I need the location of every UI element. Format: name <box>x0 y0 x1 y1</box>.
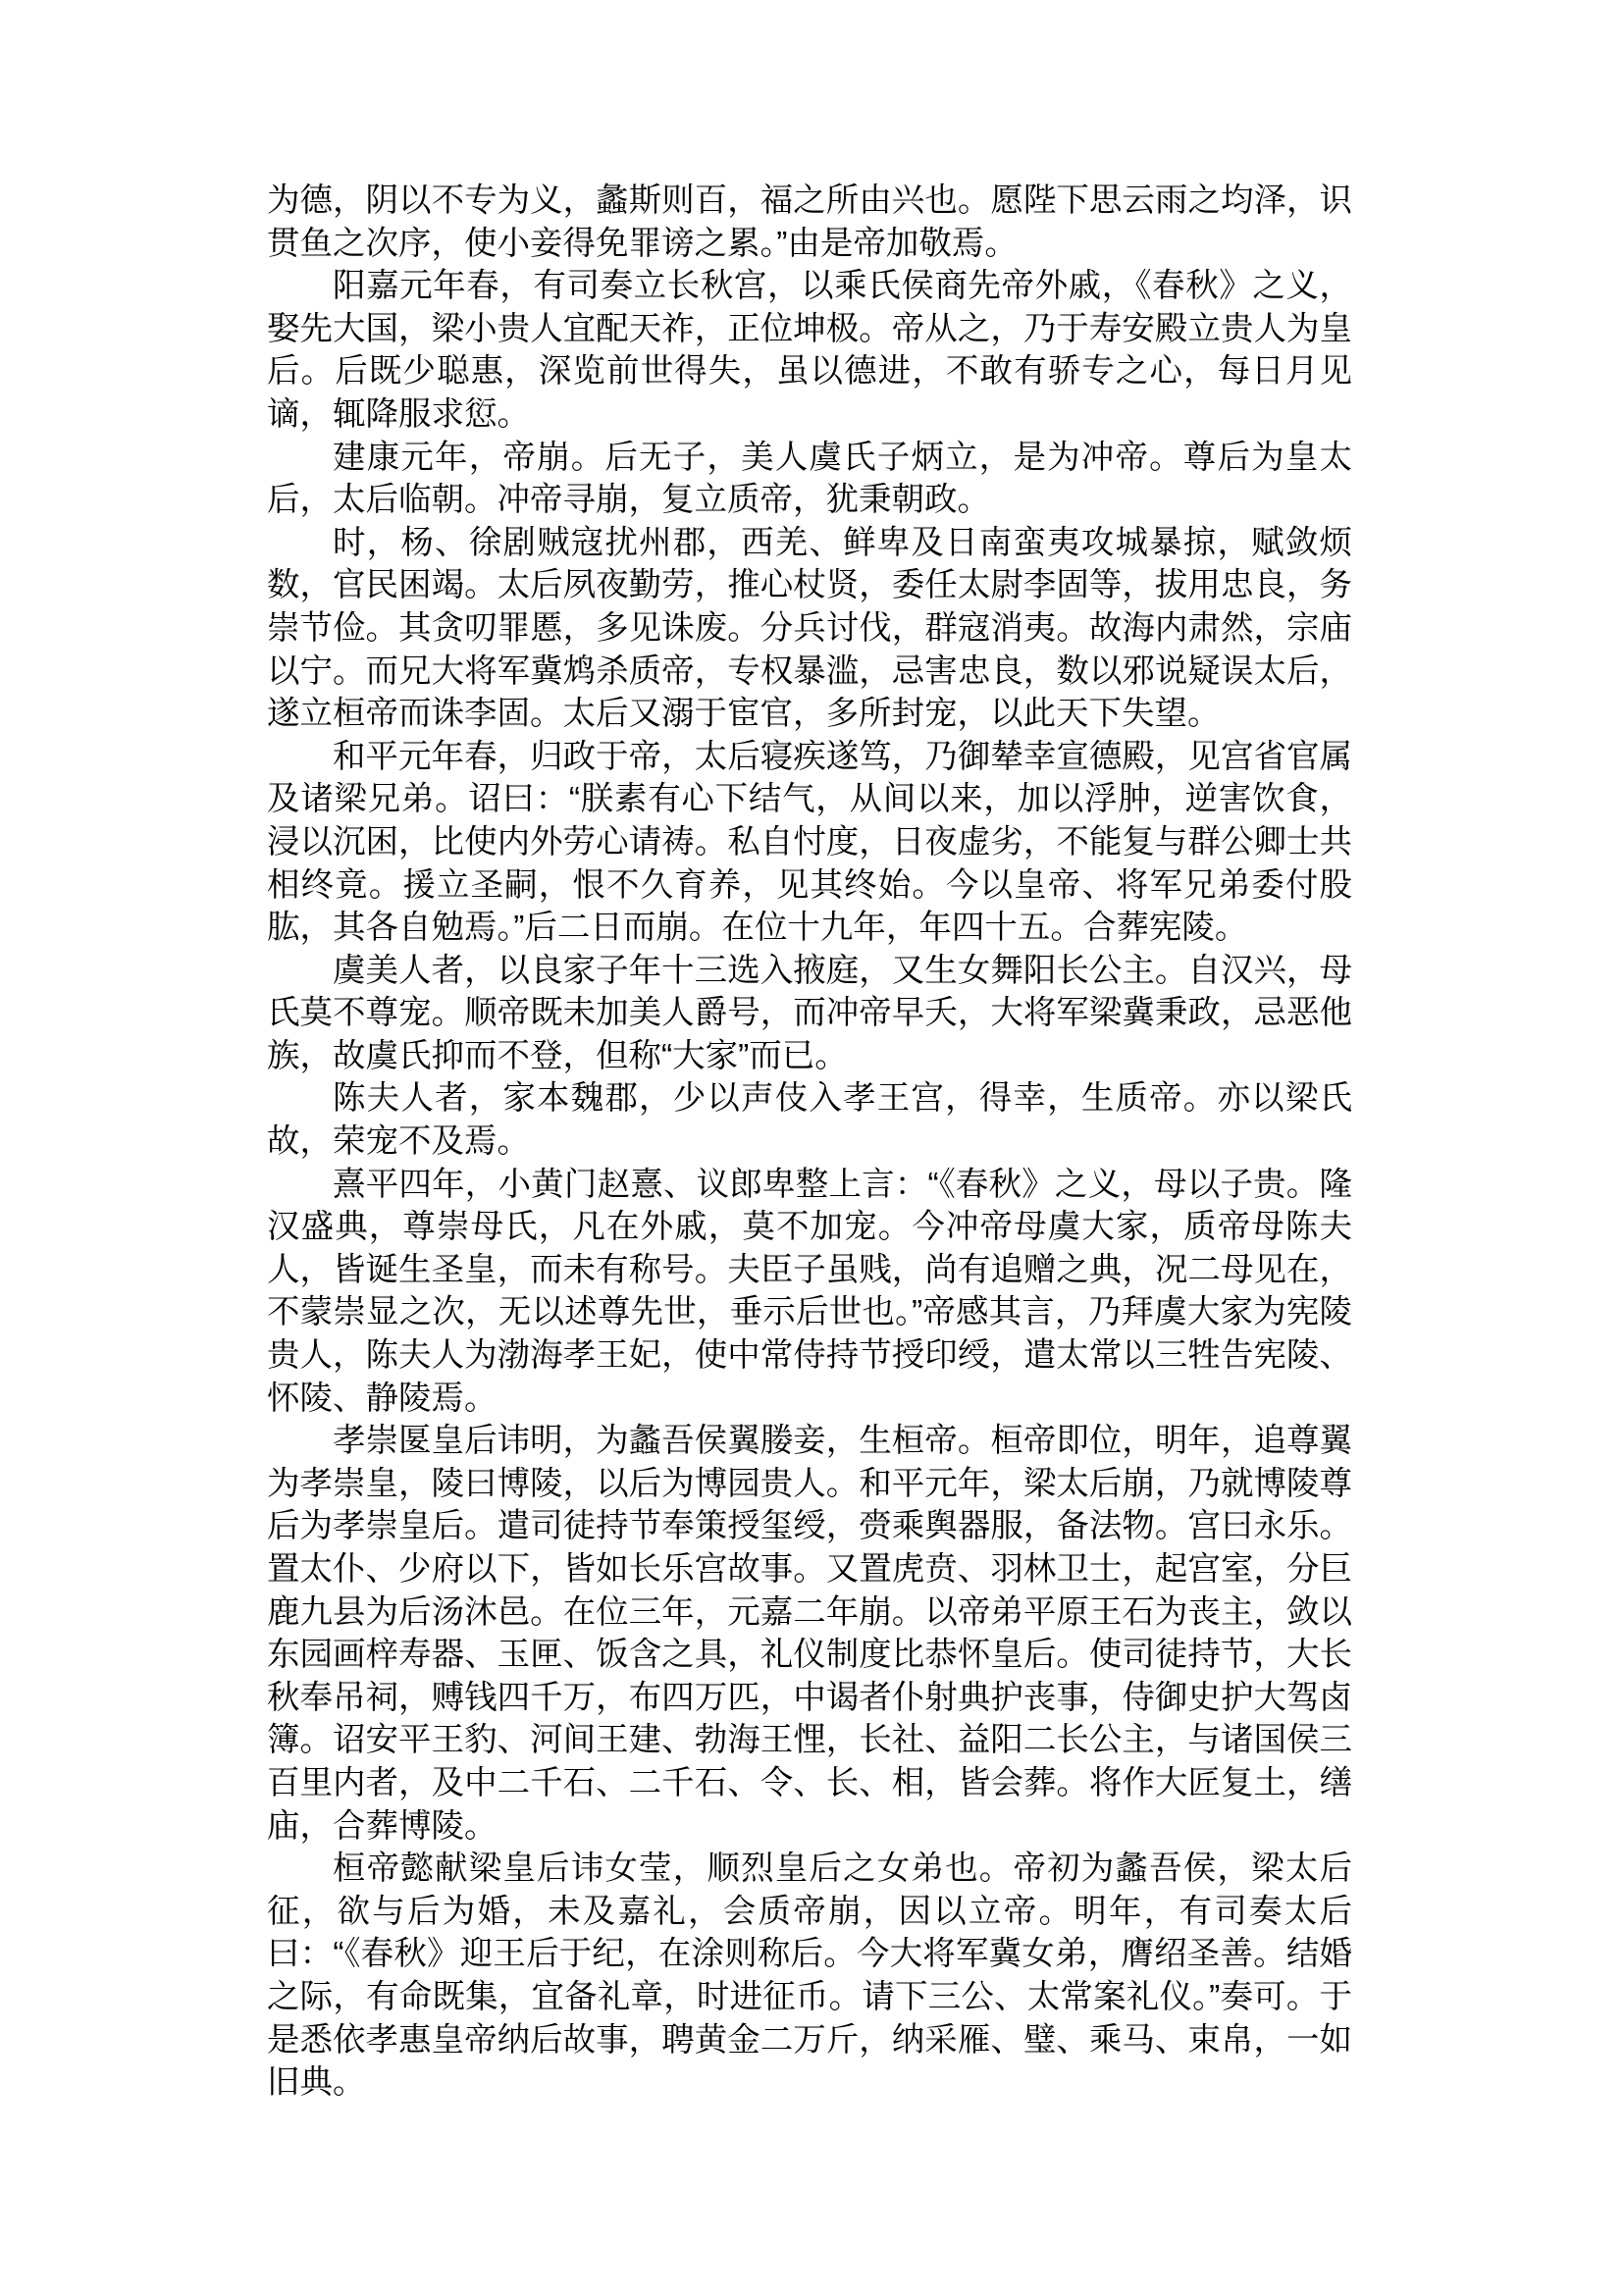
text-block <box>267 180 1352 2105</box>
paragraph-7: 陈夫人者，家本魏郡，少以声伎入孝王宫，得幸，生质帝。亦以梁氏故，荣宠不及焉。 <box>267 1080 1352 1161</box>
paragraph-8: 熹平四年，小黄门赵憙、议郎卑整上言：“《春秋》之义，母以子贵。隆汉盛典，尊崇母氏，凡在外戚，莫不加宠。今冲帝母虞大家，质帝母陈夫人，皆诞生圣皇，而未有称号。夫臣子虽贱，尚有追赠之典，况二母见在，不蒙崇显之次，无以述尊先世，垂示后世也。”帝感其言，乃拜虞大家为宪陵贵人，陈夫人为渤海孝王妃，使中常侍持节授印绶，遣太常以三牲告宪陵、怀陵、静陵焉。 <box>267 1166 1352 1417</box>
paragraph-1: 为德，阴以不专为义，蠡斯则百，福之所由兴也。愿陛下思云雨之均泽，识贯鱼之次序，使小妾得免罪谤之累。”由是帝加敬焉。 <box>267 182 1352 262</box>
paragraph-4: 时，杨、徐剧贼寇扰州郡，西羌、鲜卑及日南蛮夷攻城暴掠，赋敛烦数，官民困竭。太后夙夜勤劳，推心杖贤，委任太尉李固等，拔用忠良，务崇节俭。其贪叨罪慝，多见诛废。分兵讨伐，群寇消夷。故海内肃然，宗庙以宁。而兄大将军冀鸩杀质帝，专权暴滥，忌害忠良，数以邪说疑误太后，遂立桓帝而诛李固。太后又溺于宦官，多所封宠，以此天下失望。 <box>267 524 1352 733</box>
paragraph-10: 桓帝懿献梁皇后讳女莹，顺烈皇后之女弟也。帝初为蠡吾侯，梁太后征，欲与后为婚，未及嘉礼，会质帝崩，因以立帝。明年，有司奏太后曰：“《春秋》迎王后于纪，在涂则称后。今大将军冀女弟，膺绍圣善。结婚之际，有命既集，宜备礼章，时进征币。请下三公、太常案礼仪。”奏可。于是悉依孝惠皇帝纳后故事，聘黄金二万斤，纳采雁、璧、乘马、束帛，一如旧典。 <box>267 1851 1352 2102</box>
paragraph-5: 和平元年春，归政于帝，太后寝疾遂笃，乃御辇幸宣德殿，见宫省官属及诸梁兄弟。诏曰：“朕素有心下结气，从间以来，加以浮肿，逆害饮食，浸以沉困，比使内外劳心请祷。私自忖度，日夜虚劣，不能复与群公卿士共相终竟。援立圣嗣，恨不久育养，见其终始。今以皇帝、将军兄弟委付股肱，其各自勉焉。”后二日而崩。在位十九年，年四十五。合葬宪陵。 <box>267 738 1352 947</box>
paragraph-6: 虞美人者，以良家子年十三选入掖庭，又生女舞阳长公主。自汉兴，母氏莫不尊宠。顺帝既未加美人爵号，而冲帝早夭，大将军梁冀秉政，忌恶他族，故虞氏抑而不登，但称“大家”而已。 <box>267 952 1352 1074</box>
paragraph-9: 孝崇匽皇后讳明，为蠡吾侯翼媵妾，生桓帝。桓帝即位，明年，追尊翼为孝崇皇，陵曰博陵，以后为博园贵人。和平元年，梁太后崩，乃就博陵尊后为孝崇皇后。遣司徒持节奉策授玺绶，赍乘舆器服，备法物。宫曰永乐。置太仆、少府以下，皆如长乐宫故事。又置虎贲、羽林卫士，起宫室，分巨鹿九县为后汤沐邑。在位三年，元嘉二年崩。以帝弟平原王石为丧主，敛以东园画梓寿器、玉匣、饭含之具，礼仪制度比恭怀皇后。使司徒持节，大长秋奉吊祠，赙钱四千万，布四万匹，中谒者仆射典护丧事，侍御史护大驾卤簿。诏安平王豹、河间王建、勃海王悝，长社、益阳二长公主，与诸国侯三百里内者，及中二千石、二千石、令、长、相，皆会葬。将作大匠复土，缮庙，合葬博陵。 <box>267 1423 1352 1845</box>
paragraph-3: 建康元年，帝崩。后无子，美人虞氏子炳立，是为冲帝。尊后为皇太后，太后临朝。冲帝寻崩，复立质帝，犹秉朝政。 <box>267 439 1352 519</box>
paragraph-2: 阳嘉元年春，有司奏立长秋宫，以乘氏侯商先帝外戚，《春秋》之义，娶先大国，梁小贵人宜配天祚，正位坤极。帝从之，乃于寿安殿立贵人为皇后。后既少聪惠，深览前世得失，虽以德进，不敢有骄专之心，每日月见谪，辄降服求愆。 <box>267 268 1352 433</box>
